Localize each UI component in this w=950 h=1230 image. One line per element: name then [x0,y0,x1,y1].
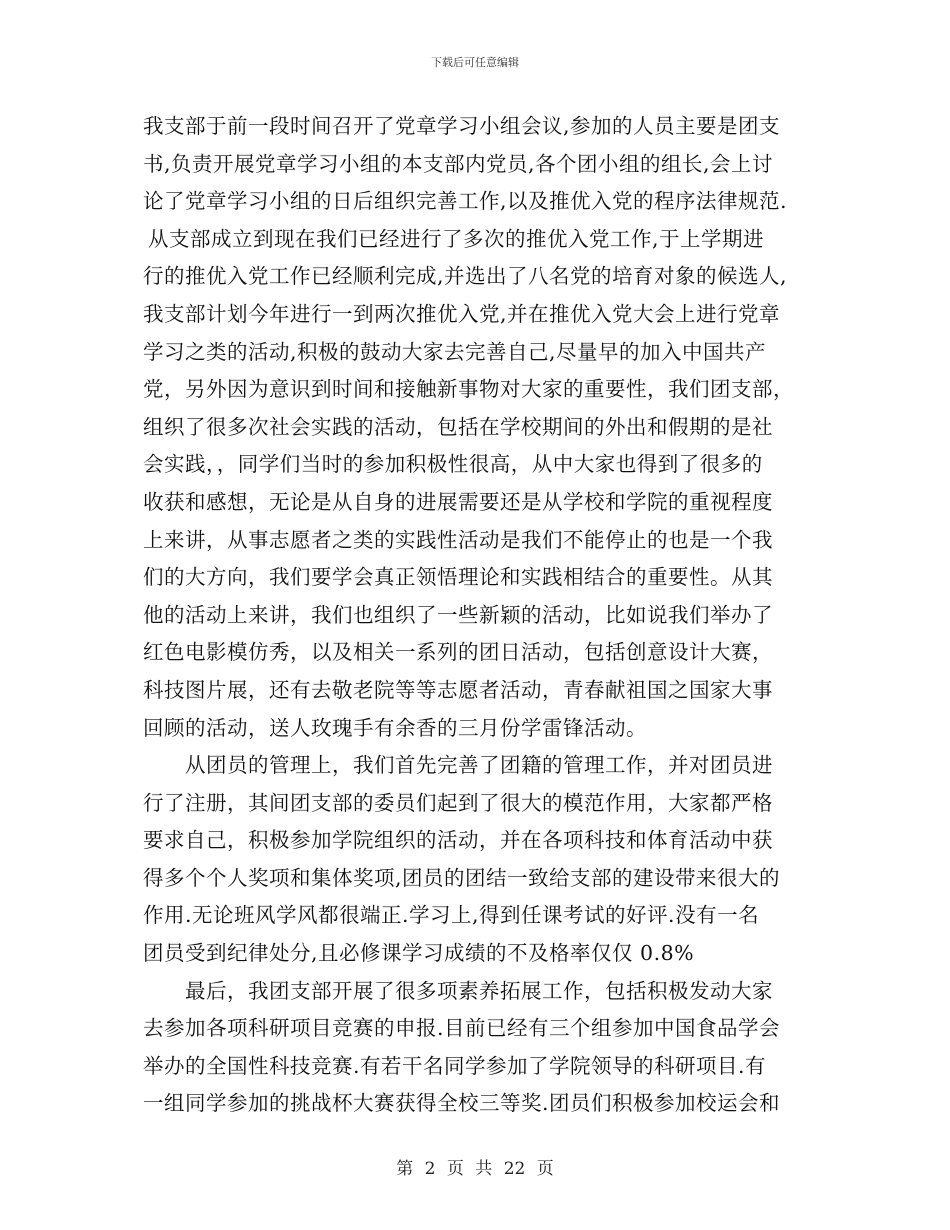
text-line: 要求自己，积极参加学院组织的活动，并在各项科技和体育活动中获 [143,828,773,853]
text-line: 我支部于前一段时间召开了党章学习小组会议,参加的人员主要是团支 [143,114,781,138]
text-line: 行了注册，其间团支部的委员们起到了很大的模范作用，大家都严格 [143,790,773,815]
text-line: 去参加各项科研项目竞赛的申报.目前已经有三个组参加中国食品学会 [143,1016,781,1041]
text-line: 红色电影模仿秀，以及相关一系列的团日活动，包括创意设计大赛， [143,640,773,665]
text-line: 科技图片展，还有去敬老院等等志愿者活动，青春献祖国之国家大事 [143,677,773,702]
page-header: 下载后可任意编辑 [431,56,519,69]
text-line: 组织了很多次社会实践的活动，包括在学校期间的外出和假期的是社 [143,414,773,439]
text-line: 他的活动上来讲，我们也组织了一些新颖的活动，比如说我们举办了 [143,602,773,627]
text-line: 们的大方向，我们要学会真正领悟理论和实践相结合的重要性。从其 [143,565,773,590]
text-line: 团员受到纪律处分,且必修课学习成绩的不及格率仅仅 0.8% [143,941,695,966]
text-line: 书,负责开展党章学习小组的本支部内党员,各个团小组的组长,会上讨 [143,151,774,176]
text-line: 从团员的管理上，我们首先完善了团籍的管理工作，并对团员进 [185,753,773,778]
text-line: 作用.无论班风学风都很端正.学习上,得到任课考试的好评.没有一名 [143,903,760,928]
page-footer: 第 2 页 共 22 页 [396,1159,554,1179]
text-line: 党，另外因为意识到时间和接触新事物对大家的重要性，我们团支部， [143,377,794,402]
text-line: 回顾的活动，送人玫瑰手有余香的三月份学雷锋活动。 [143,715,647,740]
text-line: 上来讲，从事志愿者之类的实践性活动是我们不能停止的也是一个我 [143,527,773,552]
text-line: 论了党章学习小组的日后组织完善工作,以及推优入党的程序法律规范. [143,189,788,214]
text-line: 举办的全国性科技竞赛.有若干名同学参加了学院领导的科研项目.有 [143,1053,767,1078]
text-line: 会实践，，同学们当时的参加积极性很高，从中大家也得到了很多的 [143,452,763,477]
document-body [143,108,803,1123]
text-line: 得多个个人奖项和集体奖项,团员的团结一致给支部的建设带来很大的 [143,865,781,890]
text-line: 最后，我团支部开展了很多项素养拓展工作，包括积极发动大家 [185,978,773,1003]
text-line: 我支部计划今年进行一到两次推优入党,并在推优入党大会上进行党章 [143,301,781,326]
text-line: 一组同学参加的挑战杯大赛获得全校三等奖.团员们积极参加校运会和 [143,1091,781,1116]
text-line: 从支部成立到现在我们已经进行了多次的推优入党工作,于上学期进 [148,226,765,251]
text-line: 收获和感想，无论是从自身的进展需要还是从学校和学院的重视程度 [143,489,773,514]
text-line: 行的推优入党工作已经顺利完成,并选出了八名党的培育对象的候选人, [143,264,788,289]
text-line: 学习之类的活动,积极的鼓动大家去完善自己,尽量早的加入中国共产 [143,339,767,364]
